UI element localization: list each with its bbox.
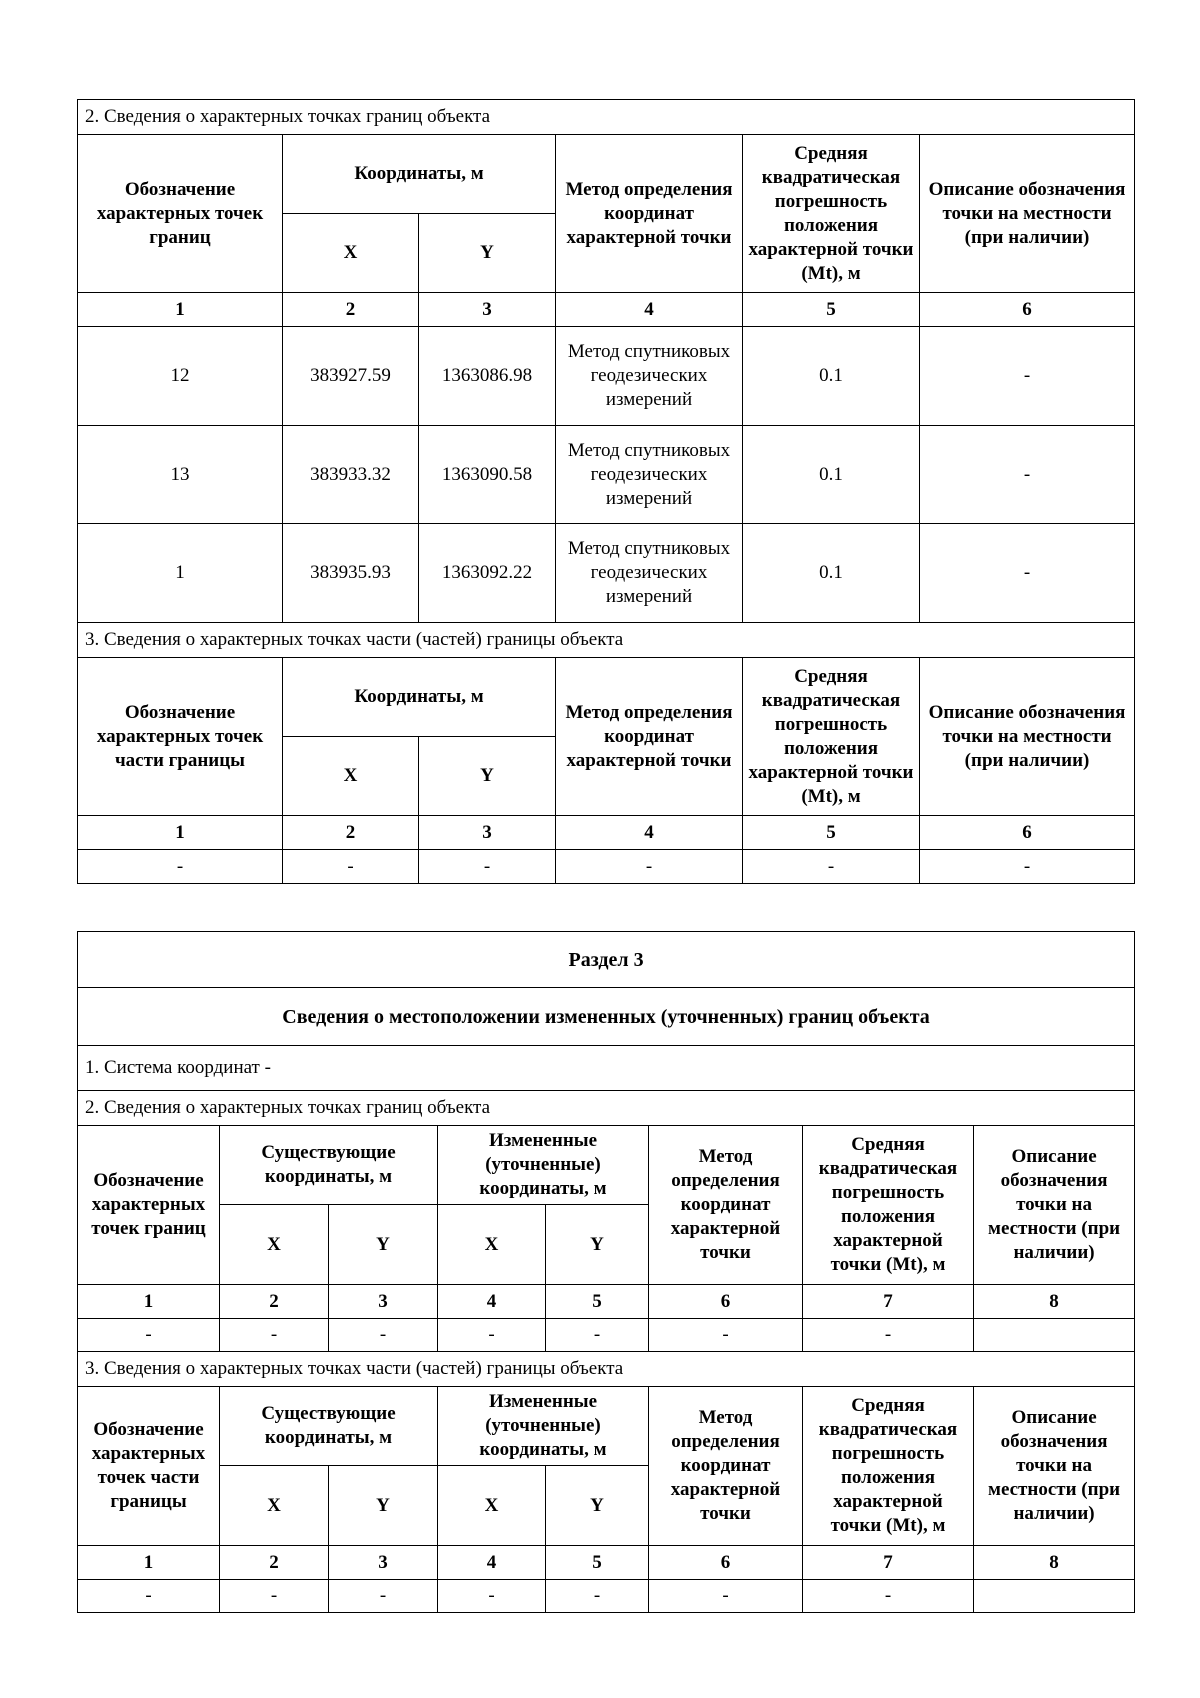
point-id: 13 [78,426,283,524]
col-number: 1 [78,293,283,327]
header-changed-coords: Измененные (уточненные) координаты, м [438,1126,649,1205]
cell: - [220,1580,329,1613]
col-number: 3 [419,293,556,327]
section-title: Раздел 3 [78,932,1135,988]
coord-x: 383933.32 [283,426,419,524]
table-row [78,327,1135,426]
cell: - [438,1580,546,1613]
header-error: Средняя квадратическая погрешность положения характерной точки (Mt), м [743,658,920,816]
coord-y: 1363086.98 [419,327,556,426]
col-number: 4 [438,1546,546,1580]
col-number: 2 [220,1285,329,1319]
header-x: X [220,1466,329,1546]
col-number: 1 [78,1285,220,1319]
table-row [78,426,1135,524]
col-number: 7 [803,1546,974,1580]
header-y: Y [329,1205,438,1285]
coord-x: - [283,850,419,884]
header-x: X [438,1205,546,1285]
col-number: 4 [438,1285,546,1319]
header-description: Описание обозначения точки на местности (при наличии) [920,135,1135,293]
header-error: Средняя квадратическая погрешность положения характерной точки (Mt), м [743,135,920,293]
error: 0.1 [743,327,920,426]
header-y: Y [419,214,556,293]
cell: - [329,1319,438,1352]
header-y: Y [546,1205,649,1285]
coord-y: 1363092.22 [419,524,556,623]
cell [974,1319,1135,1352]
cell: - [546,1580,649,1613]
header-method: Метод определения координат характерной точки [556,135,743,293]
cell: - [546,1319,649,1352]
col-number: 4 [556,816,743,850]
col-number: 1 [78,1546,220,1580]
cell: - [78,1580,220,1613]
header-x: X [283,737,419,816]
cell: - [803,1580,974,1613]
coord-system: 1. Система координат - [78,1046,1135,1091]
table-row [78,1580,1135,1613]
col-number: 6 [920,293,1135,327]
cell [974,1580,1135,1613]
col-number: 3 [329,1546,438,1580]
header-designation-part: Обозначение характерных точек части границы [78,658,283,816]
header-error: Средняя квадратическая погрешность положения характерной точки (Mt), м [803,1126,974,1285]
section-3-title: 3. Сведения о характерных точках части (частей) границы объекта [78,623,1135,658]
cell: - [78,1319,220,1352]
coord-x: 383935.93 [283,524,419,623]
col-number: 4 [556,293,743,327]
error: 0.1 [743,524,920,623]
header-method: Метод определения координат характерной точки [649,1126,803,1285]
error: 0.1 [743,426,920,524]
section-subtitle: Сведения о местоположении измененных (уточненных) границ объекта [78,988,1135,1046]
section-2-title: 2. Сведения о характерных точках границ объекта [78,100,1135,135]
col-number: 6 [649,1546,803,1580]
header-description: Описание обозначения точки на местности (при наличии) [920,658,1135,816]
header-method: Метод определения координат характерной точки [649,1387,803,1546]
header-designation: Обозначение характерных точек границ [78,135,283,293]
header-designation: Обозначение характерных точек границ [78,1126,220,1285]
header-x: X [283,214,419,293]
description: - [920,426,1135,524]
header-y: Y [329,1466,438,1546]
col-number: 2 [283,293,419,327]
method: Метод спутниковых геодезических измерений [556,426,743,524]
coord-x: 383927.59 [283,327,419,426]
col-number: 2 [283,816,419,850]
col-number: 8 [974,1546,1135,1580]
header-x: X [438,1466,546,1546]
table-row [78,850,1135,884]
boundary-points-table [77,99,1135,884]
col-number: 5 [743,293,920,327]
col-number: 5 [546,1285,649,1319]
header-x: X [220,1205,329,1285]
col-number: 3 [329,1285,438,1319]
razdel-3-table [77,931,1135,1613]
cell: - [649,1319,803,1352]
method: - [556,850,743,884]
cell: - [803,1319,974,1352]
header-description: Описание обозначения точки на местности (при наличии) [974,1387,1135,1546]
description: - [920,850,1135,884]
header-y: Y [546,1466,649,1546]
section-3-title: 3. Сведения о характерных точках части (частей) границы объекта [78,1352,1135,1387]
header-changed-coords: Измененные (уточненные) координаты, м [438,1387,649,1466]
col-number: 3 [419,816,556,850]
header-designation-part: Обозначение характерных точек части границы [78,1387,220,1546]
cell: - [329,1580,438,1613]
coord-y: - [419,850,556,884]
col-number: 7 [803,1285,974,1319]
header-error: Средняя квадратическая погрешность положения характерной точки (Mt), м [803,1387,974,1546]
header-description: Описание обозначения точки на местности (при наличии) [974,1126,1135,1285]
col-number: 6 [649,1285,803,1319]
col-number: 2 [220,1546,329,1580]
cell: - [649,1580,803,1613]
point-id: 1 [78,524,283,623]
method: Метод спутниковых геодезических измерений [556,524,743,623]
col-number: 5 [546,1546,649,1580]
description: - [920,524,1135,623]
col-number: 1 [78,816,283,850]
col-number: 8 [974,1285,1135,1319]
table-row [78,1319,1135,1352]
header-existing-coords: Существующие координаты, м [220,1387,438,1466]
point-id: 12 [78,327,283,426]
cell: - [220,1319,329,1352]
error: - [743,850,920,884]
header-coords: Координаты, м [283,135,556,214]
header-method: Метод определения координат характерной точки [556,658,743,816]
cell: - [438,1319,546,1352]
table-row [78,524,1135,623]
header-coords: Координаты, м [283,658,556,737]
point-id: - [78,850,283,884]
header-y: Y [419,737,556,816]
section-2-title: 2. Сведения о характерных точках границ объекта [78,1091,1135,1126]
col-number: 5 [743,816,920,850]
header-existing-coords: Существующие координаты, м [220,1126,438,1205]
col-number: 6 [920,816,1135,850]
description: - [920,327,1135,426]
method: Метод спутниковых геодезических измерений [556,327,743,426]
coord-y: 1363090.58 [419,426,556,524]
